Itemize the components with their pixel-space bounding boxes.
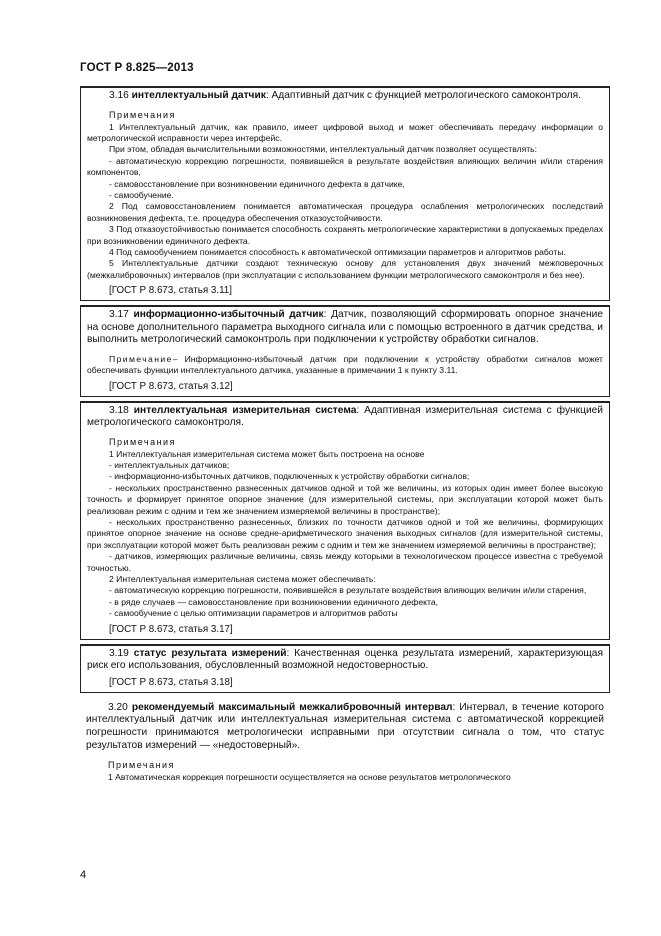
term-number: 3.20 (108, 701, 128, 713)
term-definition-text: : Адаптивная измерительная система с функцией метрологического самоконтроля. (87, 404, 603, 428)
source-reference: [ГОСТ Р 8.673, статья 3.12] (109, 380, 233, 392)
notes-heading: Примечания (109, 436, 176, 447)
note-2-item: - самообучение с целью оптимизации параметров и алгоритмов работы (109, 608, 398, 619)
term-definition (87, 405, 603, 430)
note-text: – Информационно-избыточный датчик при подключении к устройству обработки сигналов может обеспечивать функции интеллектуального датчика, указанные в примечании 1 к пункту 3.11. (87, 353, 603, 376)
document-code-header: ГОСТ Р 8.825—2013 (80, 62, 194, 74)
note-2-item: - автоматическую коррекцию погрешности, появившейся в результате воздействия влияющих величин и/или старения, (109, 585, 587, 596)
note (87, 354, 603, 377)
term-definition-text: : Интервал, в течение которого интеллектуальный датчик или интеллектуальная измерительная система с автоматической коррекцией погрешности принимаются метрологически исправными при отсутствии сигнала о том, что статус результатов измерений — «недостоверный». (86, 701, 604, 751)
note-1-item: - интеллектуальных датчиков; (109, 459, 230, 470)
notes-heading: Примечания (109, 109, 176, 120)
note-1: 1 Интеллектуальный датчик, как правило, имеет цифровой выход и может обеспечивать передачу информации о метрологической исправности через интерфейс. (87, 121, 603, 143)
note-4: 4 Под самообучением понимается способность к автоматической оптимизации параметров и алгоритмов работы. (109, 246, 566, 257)
note-heading: Примечание (109, 353, 173, 364)
term-definition (87, 309, 603, 347)
term-box-3-17 (80, 305, 610, 396)
note-1-item: - самообучение. (109, 189, 174, 200)
note-1-item: - нескольких пространственно разнесенных, близких по точности датчиков одной и той же величины, формирующих принятое опорное значение на основе средне-арифметического значения выходных сигналов (для измерительной системы, при эксплуатации которой может быть реализован режим с одним и тем же значением измеряемой величины в пространстве); (87, 516, 603, 550)
note-1-item: - нескольких пространственно разнесенных датчиков одной и той же величины, из которых один имеет более высокую точность и формирует принятое опорное значение (для измерительной системы, при эксплуатации которой может быть реализован режим с одним и тем же значением измеряемой величины в пространстве); (87, 482, 603, 516)
term-name: интеллектуальный датчик (131, 90, 266, 101)
notes-heading: Примечания (108, 759, 175, 770)
term-name: интеллектуальная измерительная система (133, 404, 357, 416)
source-reference: [ГОСТ Р 8.673, статья 3.18] (109, 676, 233, 688)
note-1: 1 Автоматическая коррекция погрешности осуществляется на основе результатов метрологического (108, 771, 511, 782)
note-1-item: - датчиков, измеряющих различные величины, связь между которыми в технологическом процессе известна с требуемой точностью. (87, 551, 603, 573)
term-definition (86, 702, 604, 753)
note-1-item: - самовосстановление при возникновении единичного дефекта в датчике, (109, 178, 405, 189)
note-2: 2 Под самовосстановлением понимается автоматическая процедура ослабления метрологических последствий возникновения дефекта, т.е. процедура обеспечения отказоустойчивости. (87, 201, 603, 223)
term-definition-text: : Датчик, позволяющий сформировать опорное значение на основе дополнительного параметра выходного сигнала или с помощью встроенного в датчик средства, и выполнить метрологический самоконтроль при подключении к устройству обработки сигналов. (87, 309, 603, 346)
term-number: 3.16 (109, 90, 129, 101)
term-definition-text: : Качественная оценка результата измерений, характеризующая риск его использования, обусловленный возможной недостоверностью. (87, 647, 603, 672)
term-section-3-20 (80, 702, 610, 784)
note-3: 3 Под отказоустойчивостью понимается способность сохранять метрологические характеристики в допускаемых пределах при возникновении единичного дефекта. (87, 224, 603, 246)
term-definition (87, 648, 603, 673)
page-number: 4 (80, 869, 87, 881)
term-name: статус результата измерений (133, 647, 287, 659)
term-definition (87, 90, 603, 103)
note-5: 5 Интеллектуальные датчики создают техническую основу для установления двух значений межповерочных (межкалибровочных) интервалов (при эксплуатации с использованием функции метрологического самоконтроля и без нее). (87, 258, 603, 280)
note-2: 2 Интеллектуальная измерительная система может обеспечивать: (109, 573, 376, 584)
term-number: 3.19 (109, 647, 129, 659)
note-1: 1 Интеллектуальная измерительная система может быть построена на основе (109, 448, 425, 459)
term-number: 3.18 (109, 404, 129, 416)
term-definition-text: : Адаптивный датчик с функцией метрологического самоконтроля. (265, 90, 581, 101)
note-1-text: При этом, обладая вычислительными возможностями, интеллектуальный датчик позволяет осуществлять: (109, 144, 538, 155)
source-reference: [ГОСТ Р 8.673, статья 3.11] (109, 285, 232, 297)
term-name: рекомендуемый максимальный межкалибровочный интервал (131, 701, 453, 713)
term-name: информационно-избыточный датчик (133, 309, 324, 321)
term-number: 3.17 (109, 309, 129, 321)
document-body (80, 86, 610, 783)
note-1-item: - информационно-избыточных датчиков, подключенных к устройству обработки сигналов; (109, 471, 470, 482)
note-2-item: - в ряде случаев — самовосстановление при возникновении единичного дефекта, (109, 596, 439, 607)
note-1-item: - автоматическую коррекцию погрешности, появившейся в результате воздействия влияющих величин и/или старения компонентов, (87, 155, 603, 178)
term-box-3-16 (80, 86, 610, 301)
term-box-3-19 (80, 644, 610, 693)
source-reference: [ГОСТ Р 8.673, статья 3.17] (109, 623, 233, 635)
term-box-3-18 (80, 401, 610, 640)
